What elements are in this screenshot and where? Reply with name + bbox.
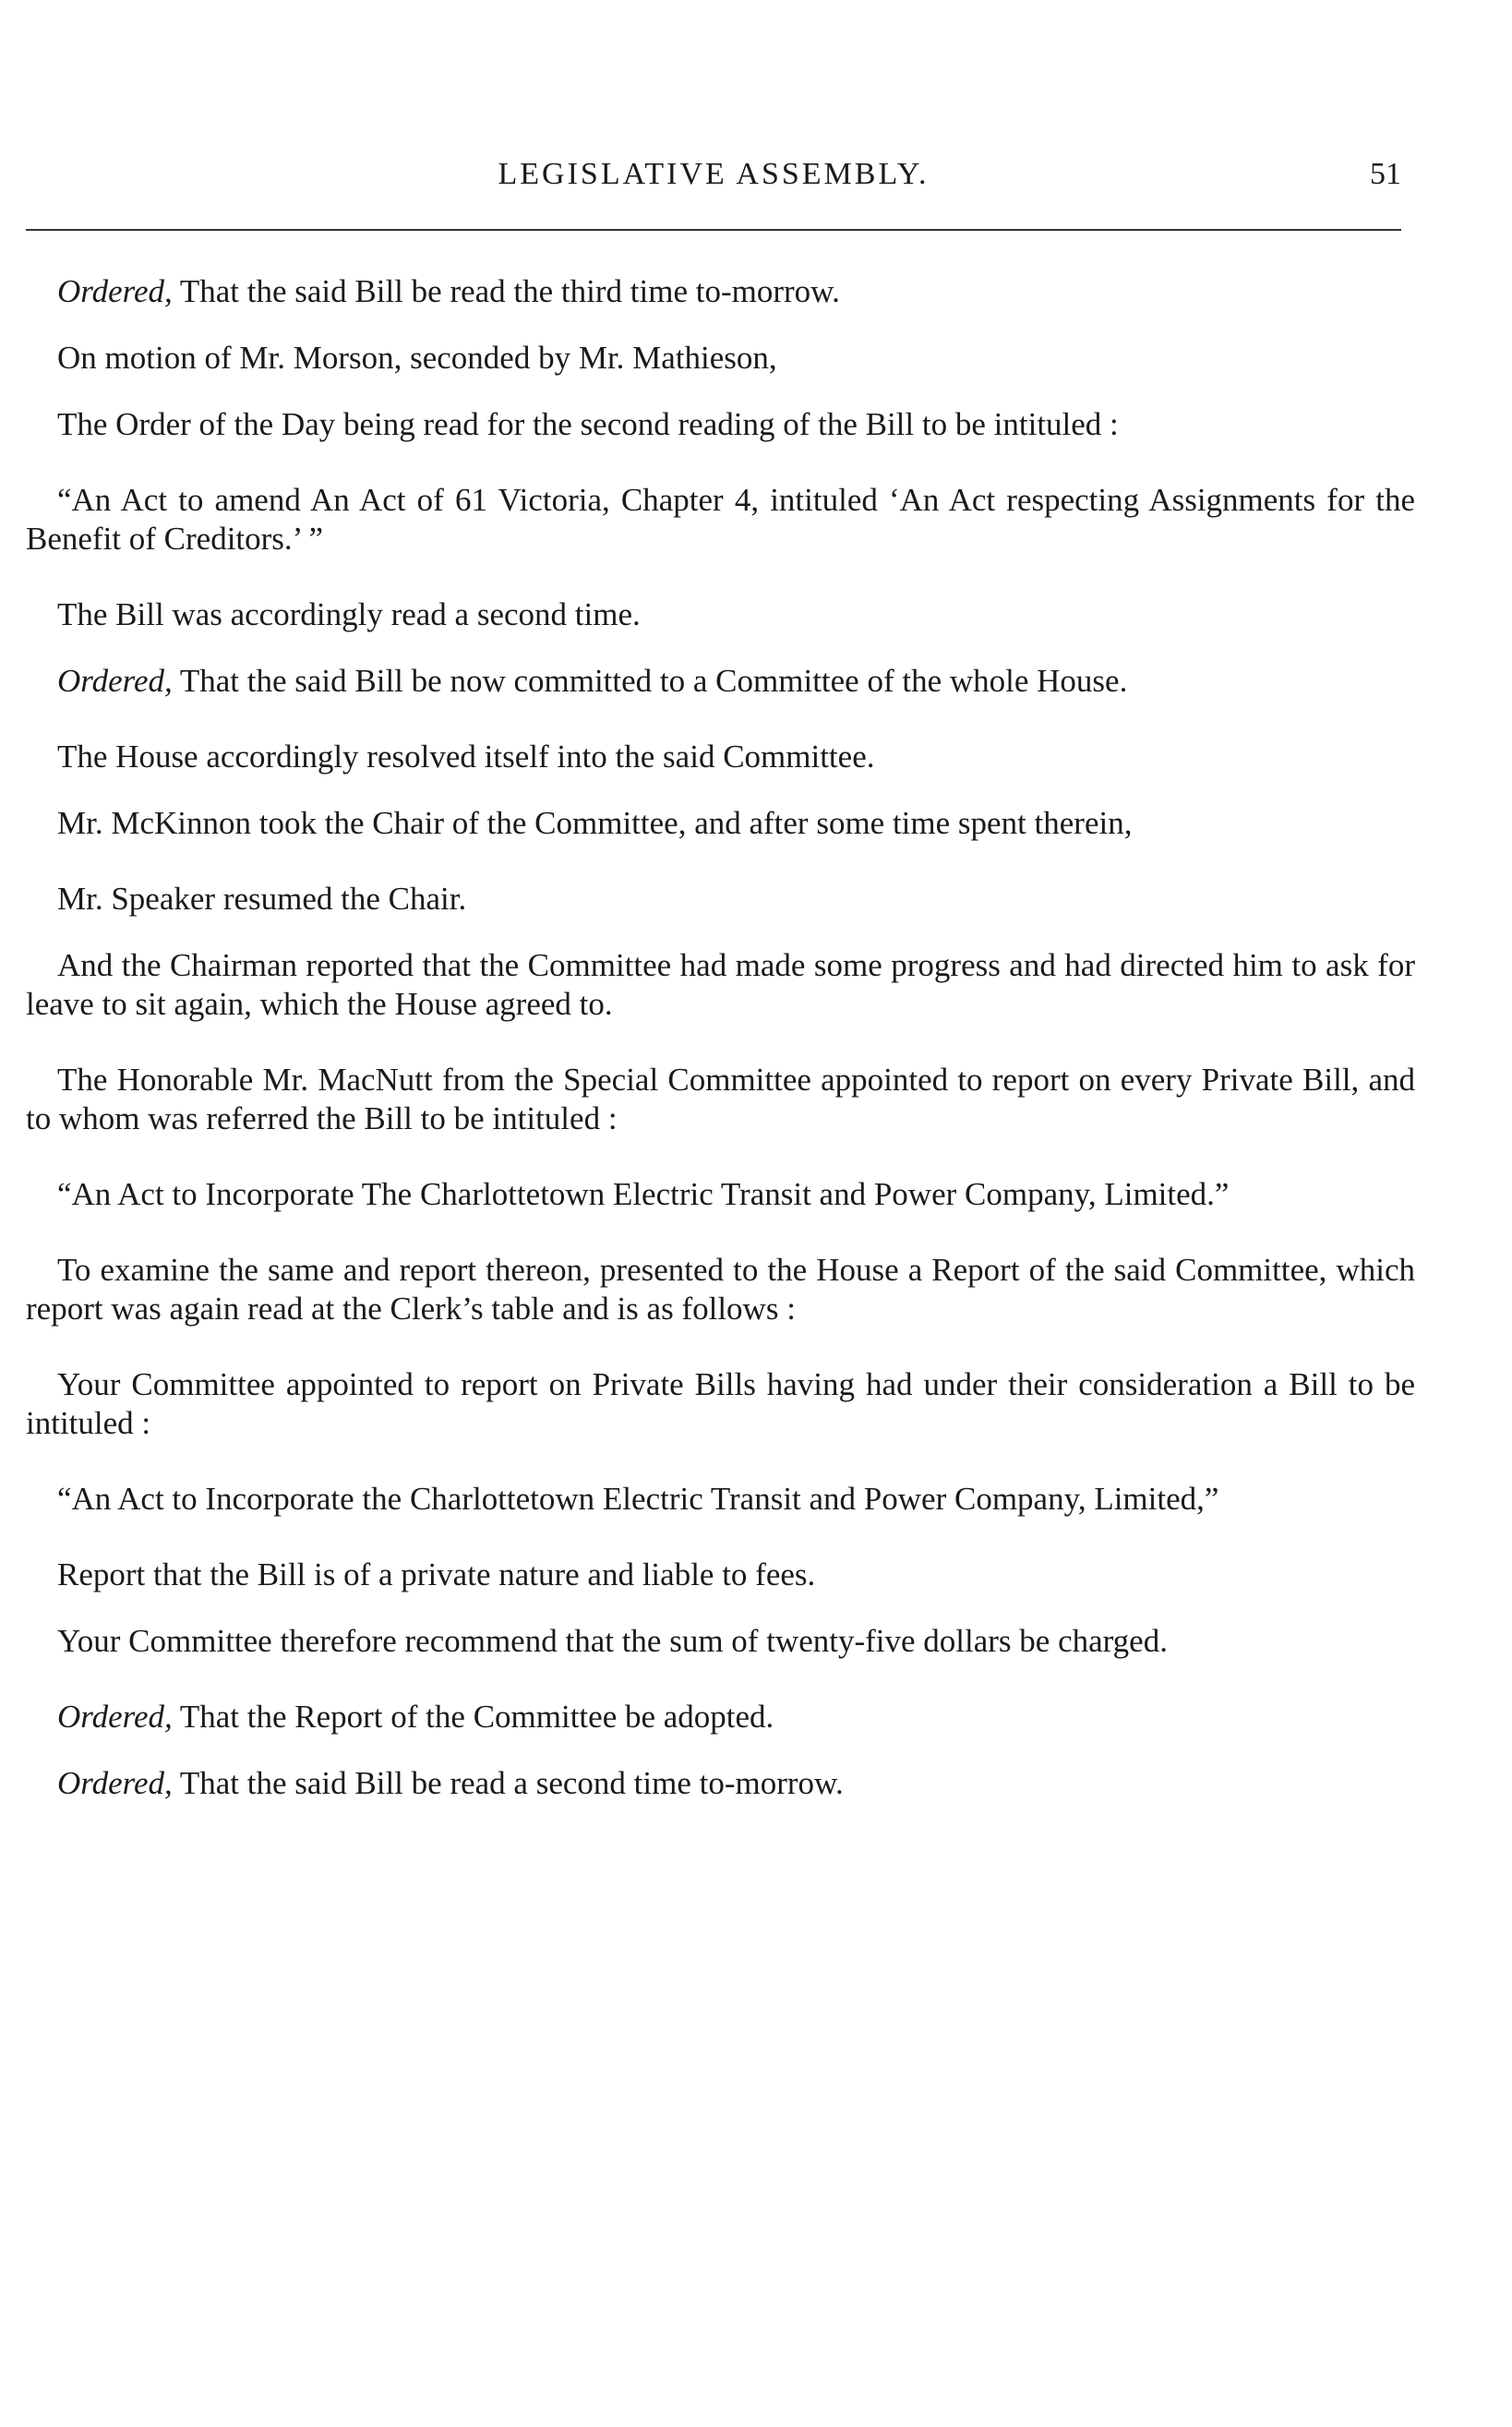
paragraph-text: And the Chairman reported that the Committee had made some progress and had directed him to ask for leave to sit again, which the House agreed to. <box>26 947 1423 1022</box>
paragraph-6 <box>26 662 1415 701</box>
paragraph-text: That the Report of the Committee be adopted. <box>172 1699 774 1735</box>
paragraph-text: The Bill was accordingly read a second time. <box>57 596 641 632</box>
page-number: 51 <box>1370 157 1401 191</box>
paragraph-text: The Order of the Day being read for the second reading of the Bill to be intituled : <box>57 406 1119 442</box>
paragraph-16 <box>26 1556 1415 1594</box>
running-title: LEGISLATIVE ASSEMBLY. <box>498 157 930 191</box>
paragraph-17 <box>26 1622 1415 1661</box>
ordered-emphasis: Ordered, <box>57 273 173 309</box>
paragraph-13 <box>26 1251 1423 1328</box>
paragraph-19 <box>26 1764 1415 1803</box>
paragraph-1 <box>26 272 1415 311</box>
paragraph-text: Mr. Speaker resumed the Chair. <box>57 881 467 917</box>
paragraph-text: “An Act to amend An Act of 61 Victoria, Chapter 4, intituled ‘An Act respecting Assignments for the Benefit of Creditors.’ ” <box>26 482 1423 557</box>
paragraph-9 <box>26 880 1415 919</box>
paragraph-text: That the said Bill be read a second time to-morrow. <box>172 1765 844 1801</box>
paragraph-4 <box>26 481 1423 559</box>
paragraph-5 <box>26 595 1415 634</box>
paragraph-text: “An Act to Incorporate the Charlottetown Electric Transit and Power Company, Limited,” <box>57 1481 1219 1517</box>
paragraph-8 <box>26 804 1415 843</box>
ordered-emphasis: Ordered, <box>57 1699 173 1735</box>
paragraph-text: The House accordingly resolved itself into the said Committee. <box>57 739 875 775</box>
paragraph-text: Report that the Bill is of a private nature and liable to fees. <box>57 1556 816 1592</box>
paragraph-15 <box>26 1480 1415 1519</box>
paragraph-text: To examine the same and report thereon, presented to the House a Report of the said Committee, which report was again read at the Clerk’s table and is as follows : <box>26 1252 1423 1327</box>
paragraph-18 <box>26 1698 1415 1736</box>
paragraph-11 <box>26 1061 1423 1138</box>
paragraph-14 <box>26 1365 1423 1443</box>
paragraph-text: Your Committee therefore recommend that the sum of twenty-five dollars be charged. <box>57 1623 1168 1659</box>
paragraph-text: “An Act to Incorporate The Charlottetown Electric Transit and Power Company, Limited.” <box>57 1176 1230 1212</box>
paragraph-12 <box>26 1175 1415 1214</box>
ordered-emphasis: Ordered, <box>57 1765 173 1801</box>
paragraph-3 <box>26 405 1415 444</box>
document-body <box>26 272 1423 1831</box>
paragraph-text: That the said Bill be now committed to a Committee of the whole House. <box>172 663 1128 699</box>
paragraph-10 <box>26 946 1423 1024</box>
page-header <box>26 157 1401 201</box>
header-rule <box>26 229 1401 231</box>
paragraph-text: The Honorable Mr. MacNutt from the Special Committee appointed to report on every Private Bill, and to whom was referred the Bill to be intituled : <box>26 1062 1423 1136</box>
paragraph-7 <box>26 738 1415 776</box>
paragraph-text: That the said Bill be read the third time to-morrow. <box>172 273 840 309</box>
paragraph-text: Mr. McKinnon took the Chair of the Committee, and after some time spent therein, <box>57 805 1133 841</box>
paragraph-text: On motion of Mr. Morson, seconded by Mr. Mathieson, <box>57 340 777 376</box>
paragraph-2 <box>26 339 1415 378</box>
ordered-emphasis: Ordered, <box>57 663 173 699</box>
paragraph-text: Your Committee appointed to report on Private Bills having had under their consideration a Bill to be intituled : <box>26 1366 1423 1441</box>
